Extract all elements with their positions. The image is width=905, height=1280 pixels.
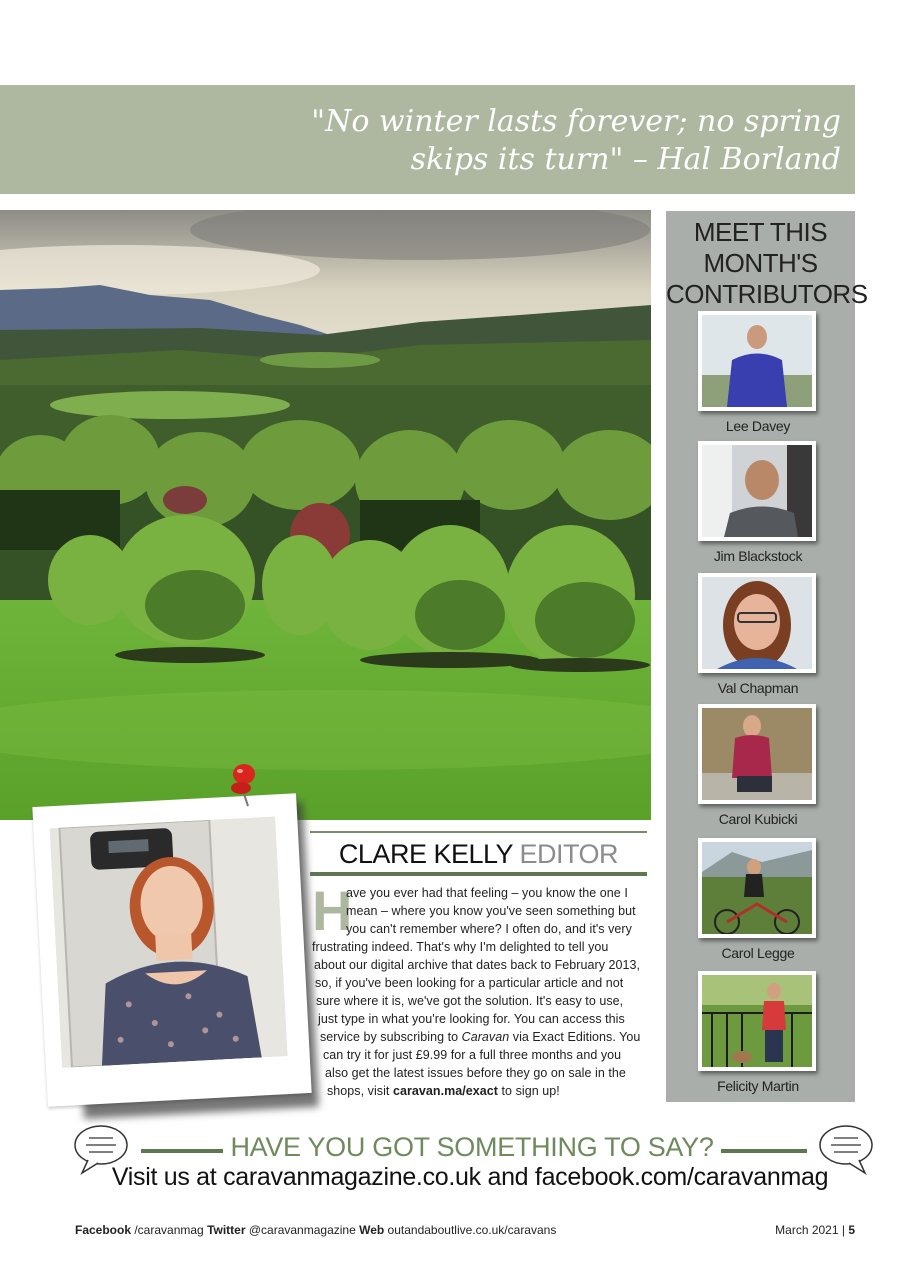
- contributors-title-line: MEET THIS: [693, 217, 828, 247]
- editor-polaroid: [32, 793, 311, 1106]
- letter-line: sure where it is, we've got the solution. It's easy to use,: [316, 994, 624, 1008]
- twitter-handle[interactable]: @caravanmagazine: [245, 1223, 360, 1237]
- editor-rule-top: [310, 831, 647, 833]
- facebook-handle[interactable]: /caravanmag: [131, 1223, 208, 1237]
- page-number: 5: [848, 1223, 855, 1237]
- contributor-name: Felicity Martin: [717, 1078, 799, 1094]
- landscape-photo: [0, 210, 651, 820]
- facebook-label: Facebook: [75, 1223, 132, 1237]
- letter-line: can try it for just £9.99 for a full three months and you: [323, 1048, 622, 1062]
- editor-rule-bottom: [310, 872, 647, 876]
- contributor-photo: [698, 573, 816, 673]
- contributor-name: Lee Davey: [725, 418, 791, 434]
- contributor-name: Carol Legge: [721, 945, 795, 961]
- contributor-photo: [698, 311, 816, 411]
- letter-text: via Exact Editions. You: [509, 1030, 641, 1044]
- letter-line: about our digital archive that dates back to February 2013,: [314, 958, 641, 972]
- contributor-card: [698, 573, 818, 696]
- letter-line: ave you ever had that feeling – you know the one I: [346, 886, 628, 900]
- editor-name: CLARE KELLY: [338, 839, 513, 869]
- letter-line: [327, 1082, 560, 1100]
- letter-line: just type in what you're looking for. You can access this: [318, 1012, 625, 1026]
- web-url[interactable]: outandaboutlive.co.uk/caravans: [384, 1223, 557, 1237]
- editor-role: EDITOR: [519, 839, 619, 869]
- callout-title: HAVE YOU GOT SOMETHING TO SAY?: [230, 1132, 714, 1162]
- contributors-title-line: CONTRIBUTORS: [666, 279, 868, 309]
- editor-heading: [310, 838, 647, 870]
- magazine-title: Caravan: [461, 1030, 510, 1044]
- letter-text: service by subscribing to: [320, 1030, 462, 1044]
- letter-line: also get the latest issues before they go on sale in the: [325, 1066, 626, 1080]
- letter-line: mean – where you know you've seen something but: [346, 904, 636, 918]
- letter-line: you can't remember where? I often do, and it's very: [346, 922, 632, 936]
- footer-social: [75, 1223, 556, 1237]
- letter-line: frustrating indeed. That's why I'm delighted to tell you: [312, 940, 609, 954]
- contributor-name: Val Chapman: [717, 680, 799, 696]
- callout-subtitle: Visit us at caravanmagazine.co.uk and facebook.com/caravanmag: [111, 1163, 829, 1191]
- issue-date: March 2021 |: [775, 1223, 849, 1237]
- quote-banner: [0, 85, 855, 194]
- letter-text: to sign up!: [498, 1084, 560, 1098]
- contributor-photo: [698, 838, 816, 938]
- contributor-photo: [698, 704, 816, 804]
- contributor-card: [698, 838, 818, 961]
- contributor-card: [698, 441, 818, 564]
- drop-cap: H: [312, 879, 353, 942]
- letter-line: so, if you've been looking for a particular article and not: [315, 976, 624, 990]
- callout-rule-left: [141, 1149, 223, 1153]
- letter-line: [320, 1028, 640, 1046]
- contributor-name: Jim Blackstock: [713, 548, 803, 564]
- contributor-card: [698, 704, 818, 827]
- contributor-card: [698, 311, 818, 434]
- contributor-photo: [698, 441, 816, 541]
- quote-text: "No winter lasts forever; no spring skips its turn" – Hal Borland: [311, 104, 841, 177]
- contributors-title-line: MONTH'S: [703, 248, 818, 278]
- contributors-title: [666, 217, 868, 310]
- callout-rule-right: [721, 1149, 807, 1153]
- footer-issue: [775, 1223, 855, 1237]
- contributor-photo: [698, 971, 816, 1071]
- editor-photo: [49, 816, 287, 1067]
- contributor-card: [698, 971, 818, 1094]
- contributor-name: Carol Kubicki: [718, 811, 798, 827]
- pushpin-icon: [228, 762, 260, 810]
- twitter-label: Twitter: [207, 1223, 246, 1237]
- contributors-panel: [666, 211, 868, 1102]
- letter-text: shops, visit: [327, 1084, 393, 1098]
- exact-link[interactable]: caravan.ma/exact: [392, 1084, 498, 1098]
- web-label: Web: [359, 1223, 385, 1237]
